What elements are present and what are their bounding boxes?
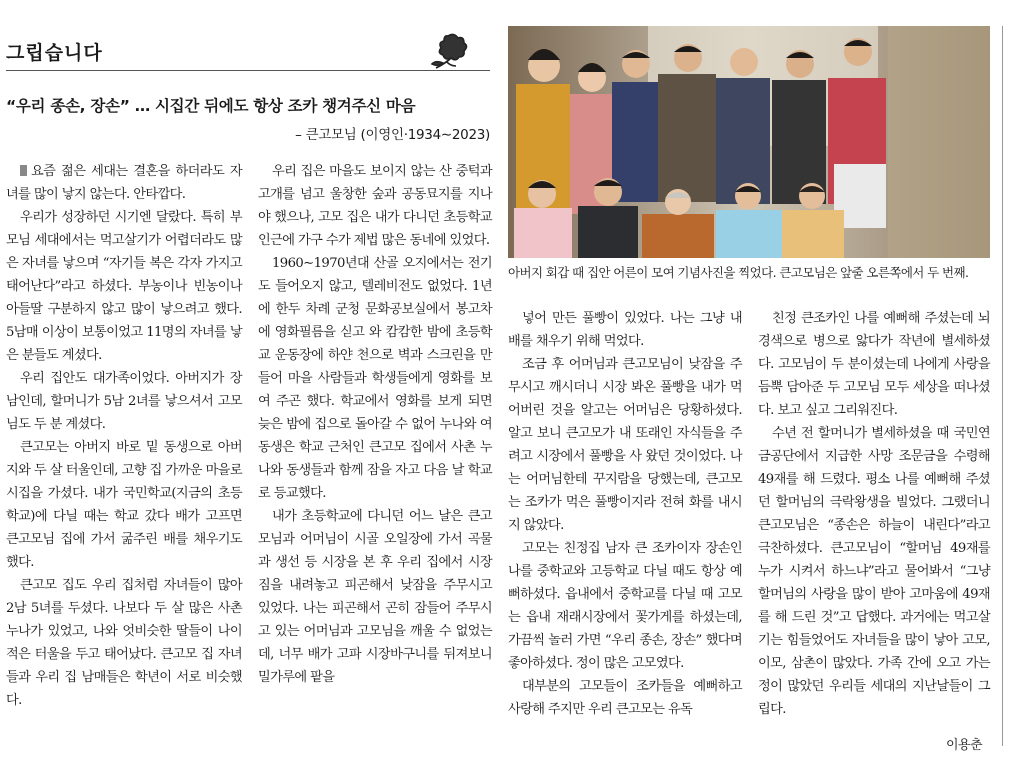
- article-paragraph: 조금 후 어머님과 큰고모님이 낮잠을 주무시고 깨시더니 시장 봐온 풀빵을 내가 먹어버린 것을 알고는 어머님은 당황하셨다. 알고 보니 큰고모가 내 또래인 자식들을 주려고 시장에서 풀빵을 사 왔던 것이었다. 나는 어머님한테 꾸지람을 당했는데, 큰고모는 조카가 먹은 풀빵이지라 전혀 화를 내시지 않았다.: [508, 357, 742, 533]
- article-paragraph: 우리 집은 마을도 보이지 않는 산 중턱과 고개를 넘고 울창한 숲과 공동묘지를 지나야 했으나, 고모 집은 내가 다니던 초등학교 인근에 가구 수가 제법 많은 동네에 있었다.: [258, 164, 492, 248]
- article-column-1: [6, 160, 242, 712]
- family-photo-illustration: [508, 26, 990, 258]
- paragraph-marker: [20, 165, 27, 176]
- article-paragraph: 우리 집안도 대가족이었다. 아버지가 장남인데, 할머니가 5남 2녀를 낳으셔서 고모님도 두 분 계셨다.: [6, 371, 242, 432]
- family-photo: [508, 26, 990, 258]
- paragraph-text: 요즘 젊은 세대는 결혼을 하더라도 자녀를 많이 낳지 않는다. 안타깝다.: [6, 164, 242, 202]
- article-paragraph: 수년 전 할머니가 별세하셨을 때 국민연금공단에서 지급한 사망 조문금을 수령해 49재를 해 드렸다. 평소 나를 예뻐해 주셨던 할머님의 극락왕생을 빌었다. 그랬더니 큰고모님은 “종손은 하늘이 내린다”라고 극찬하셨다. 큰고모님이 “할머님 49재를 누가 시켜서 하느냐”라고 물어봐서 “그냥 할머님의 사랑을 많이 받아 고마움에 49재를 해 드린 것”고 답했다. 과거에는 먹고살기는 힘들었어도 자녀들을 많이 낳아 고모, 이모, 삼촌이 많았다. 가족 간에 오고 가는 정이 많았던 우리들 세대의 지난날들이 그립다.: [758, 426, 990, 717]
- section-header: [6, 30, 486, 74]
- article-paragraph: 1960∼1970년대 산골 오지에서는 전기도 들어오지 않고, 텔레비전도 없었다. 1년에 한두 차례 군청 문화공보실에서 봉고차에 영화필름을 싣고 와 캄캄한 밤에 초등학교 운동장에 하얀 천으로 벽과 스크린을 만들어 마을 사람들과 학생들에게 영화를 보여 주곤 했다. 학교에서 영화를 보게 되면 늦은 밤에 집으로 돌아갈 수 없어 누나와 여동생은 학교 근처인 큰고모 집에서 사촌 누나와 동생들과 함께 잠을 자고 다음 날 학교로 등교했다.: [258, 256, 492, 501]
- article-paragraph: [6, 160, 242, 206]
- article-paragraph: 넣어 만든 풀빵이 있었다. 나는 그냥 내 배를 채우기 위해 먹었다.: [508, 311, 742, 349]
- article-paragraph: 큰고모 집도 우리 집처럼 자녀들이 많아 2남 5녀를 두셨다. 나보다 두 살 많은 사촌 누나가 있었고, 나와 엇비슷한 딸들이 나이 적은 터울을 두고 태어났다. 큰고모 집 자녀들과 우리 집 남매들은 학년이 서로 비슷했다.: [6, 578, 242, 708]
- article-column-3: [508, 307, 742, 721]
- photo-caption: 아버지 회갑 때 집안 어른이 모여 기념사진을 찍었다. 큰고모님은 앞줄 오른쪽에서 두 번째.: [508, 265, 969, 280]
- article-paragraph: 고모는 친정집 남자 큰 조카이자 장손인 나를 중학교와 고등학교 다닐 때도 항상 예뻐하셨다. 읍내에서 중학교를 다닐 때 고모는 읍내 재래시장에서 꽃가게를 하셨는데, 가끔씩 놀러 가면 “우리 종손, 장손” 했다며 좋아하셨다. 정이 많은 고모였다.: [508, 541, 742, 671]
- article-paragraph: 내가 초등학교에 다니던 어느 날은 큰고모님과 어머님이 시골 오일장에 가서 곡물과 생선 등 시장을 본 후 우리 집에서 시장 짐을 내려놓고 피곤해서 낮잠을 주무시고 있었다. 나는 피곤해서 곤히 잠들어 주무시고 있는 어머님과 고모님을 깨울 수 없었는데, 너무 배가 고파 시장바구니를 뒤져보니 밀가루에 팥을: [258, 509, 492, 685]
- article-paragraph: 큰고모는 아버지 바로 밑 동생으로 아버지와 두 살 터울인데, 고향 집 가까운 마을로 시집을 가셨다. 내가 국민학교(지금의 초등학교)에 다닐 때는 학교 갔다 배가 고프면 큰고모님 집에 가서 굶주린 배를 채우기도 했다.: [6, 440, 242, 570]
- article-paragraph: 친정 큰조카인 나를 예뻐해 주셨는데 뇌경색으로 병으로 앓다가 작년에 별세하셨다. 고모님이 두 분이셨는데 나에게 사랑을 듬뿍 담아준 두 고모님 모두 세상을 떠나셨다. 보고 싶고 그리워진다.: [758, 311, 990, 418]
- section-title: 그립습니다: [6, 42, 103, 64]
- article-column-4: [758, 307, 990, 721]
- chrysanthemum-icon: [424, 30, 474, 70]
- article-paragraph: 우리가 성장하던 시기엔 달랐다. 특히 부모님 세대에서는 먹고살기가 어렵더라도 많은 자녀를 낳으며 “자기들 복은 각자 가지고 태어난다”라고 하셨다. 부농이나 빈농이나 아들딸 구분하지 않고 많이 낳으려고 했다. 5남매 이상이 보통이었고 11명의 자녀를 낳은 분들도 계셨다.: [6, 210, 242, 363]
- header-rule: [6, 70, 490, 71]
- article-headline: “우리 종손, 장손” … 시집간 뒤에도 항상 조카 챙겨주신 마음: [6, 97, 416, 115]
- article-column-2: [258, 160, 492, 689]
- article-byline: – 큰고모님 (이영인·1934∼2023): [295, 127, 490, 143]
- article-author: 이용춘: [946, 738, 983, 753]
- page-edge-rule: [1002, 26, 1003, 746]
- article-paragraph: 대부분의 고모들이 조카들을 예뻐하고 사랑해 주지만 우리 큰고모는 유독: [508, 679, 742, 717]
